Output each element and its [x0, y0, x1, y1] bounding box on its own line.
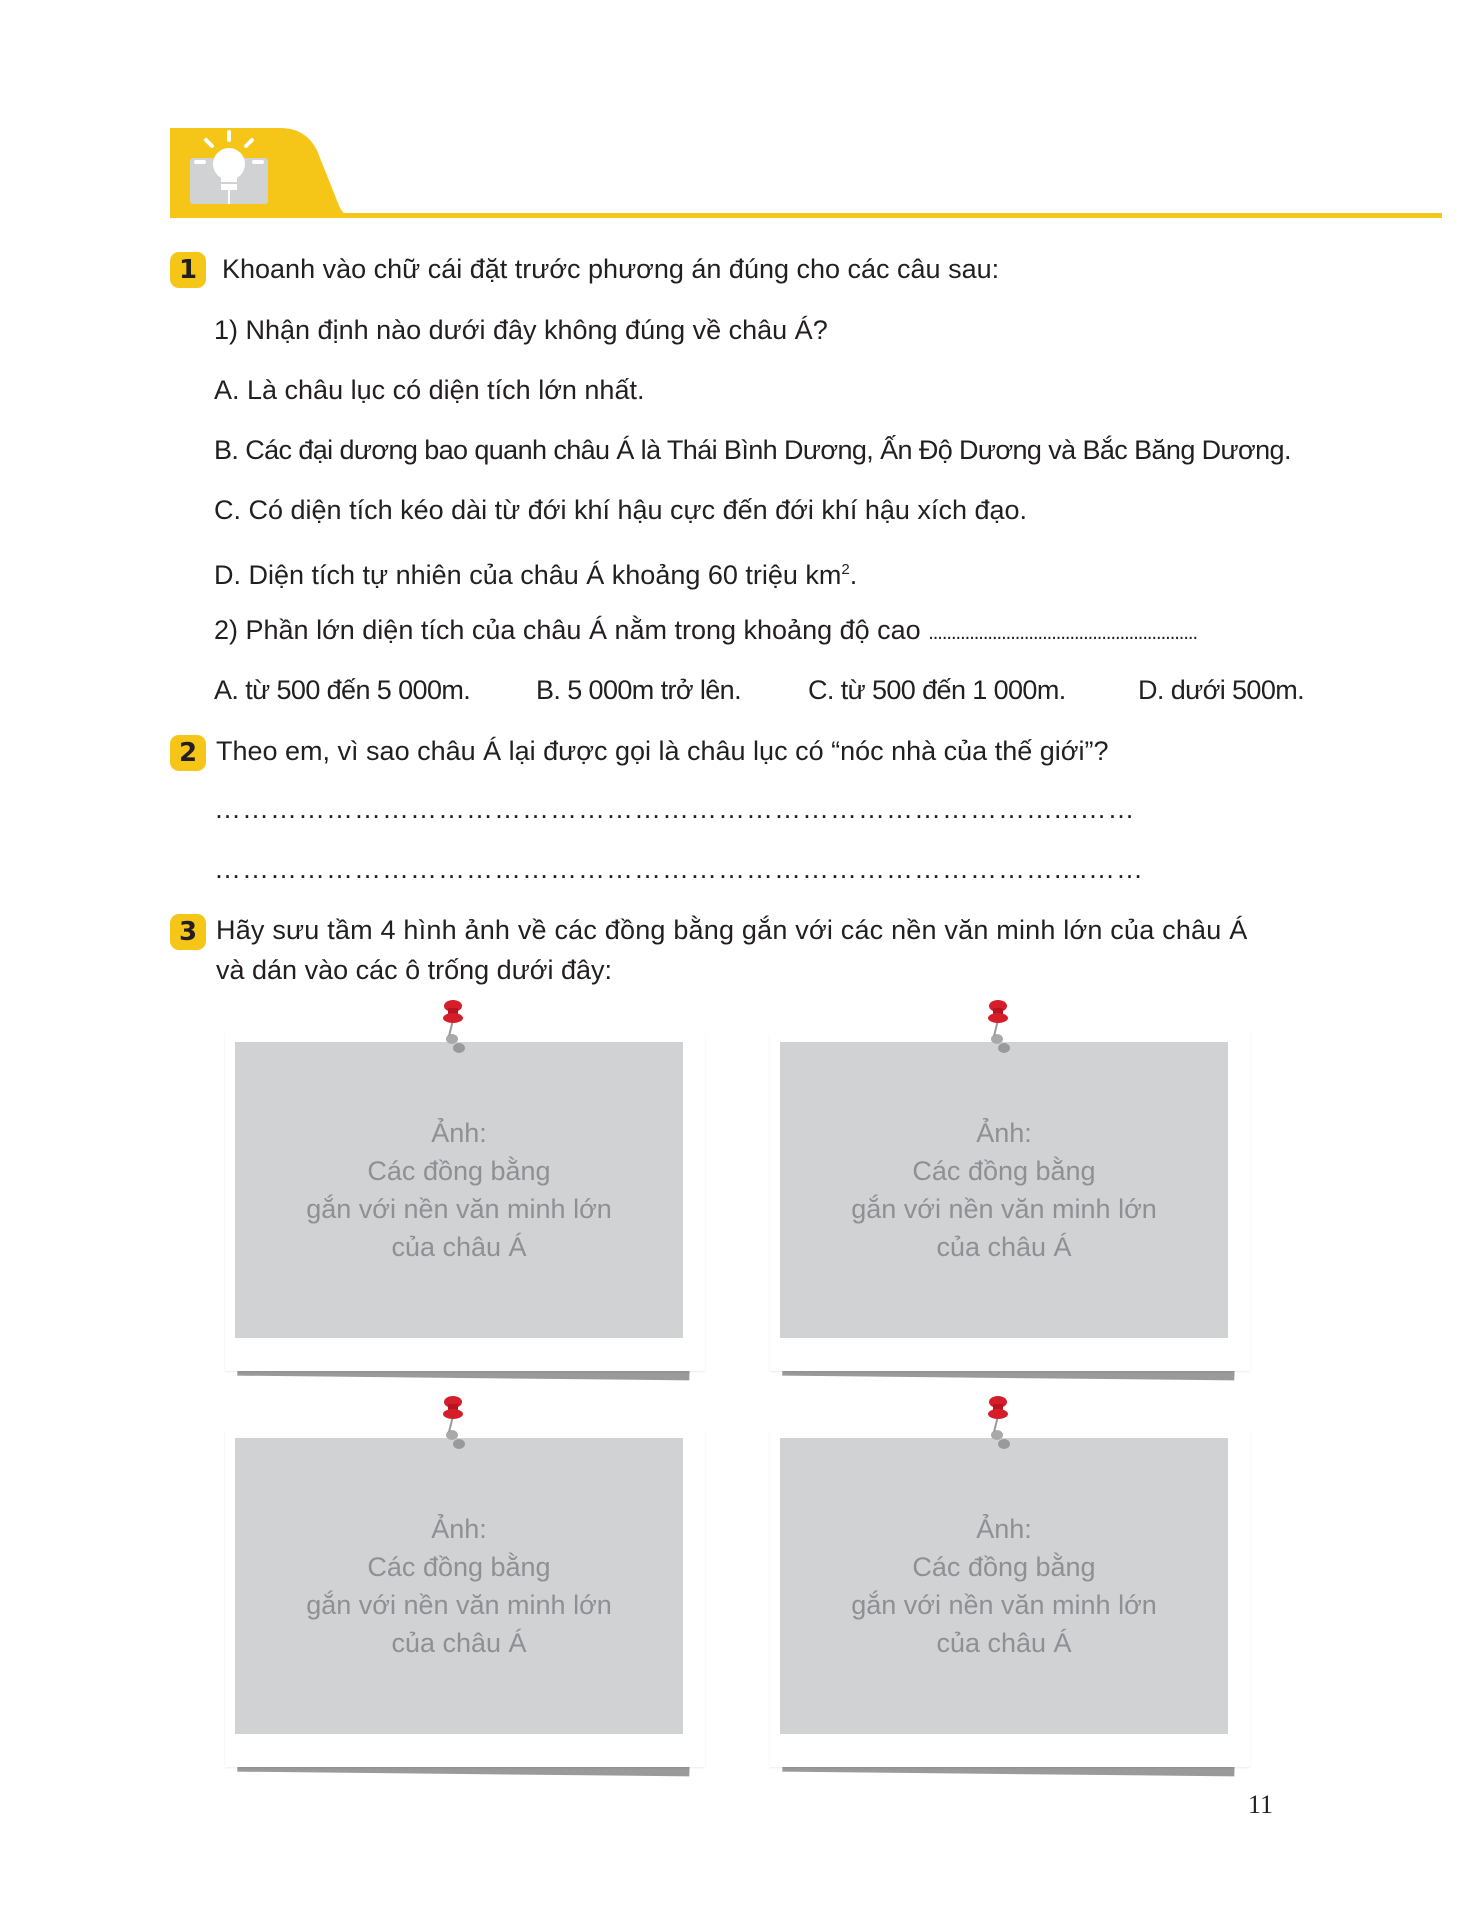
pushpin-icon — [980, 1394, 1020, 1464]
option-1b[interactable]: B. Các đại dương bao quanh châu Á là Thái Bình Dương, Ấn Độ Dương và Bắc Băng Dương. — [214, 435, 1291, 465]
question-1-badge: 1 — [170, 252, 206, 288]
question-1-prompt: Khoanh vào chữ cái đặt trước phương án đúng cho các câu sau: — [222, 254, 1000, 284]
photo-card-2[interactable] — [770, 1028, 1270, 1388]
option-1a[interactable]: A. Là châu lục có diện tích lớn nhất. — [214, 375, 645, 405]
question-2-prompt: Theo em, vì sao châu Á lại được gọi là châu lục có “nóc nhà của thế giới”? — [216, 736, 1109, 766]
placeholder-line: gắn với nền văn minh lớn — [851, 1194, 1157, 1224]
answer-line-1[interactable]: ………………………………………………………………………………...…… — [214, 794, 1136, 824]
photo-placeholder[interactable] — [780, 1042, 1228, 1338]
answer-line-2[interactable]: ………………………………………………………………………………....…… — [214, 854, 1145, 884]
question-3-prompt-line2: và dán vào các ô trống dưới đây: — [216, 955, 613, 985]
placeholder-line: của châu Á — [936, 1628, 1072, 1658]
page-number: 11 — [1248, 1790, 1274, 1819]
section-header-tab — [170, 128, 350, 218]
placeholder-line: của châu Á — [391, 1232, 527, 1262]
photo-card-4[interactable] — [770, 1424, 1270, 1784]
photo-placeholder[interactable] — [235, 1438, 683, 1734]
placeholder-line: của châu Á — [936, 1232, 1072, 1262]
placeholder-line: Ảnh: — [431, 1118, 487, 1148]
option-2a[interactable]: A. từ 500 đến 5 000m. — [214, 675, 471, 705]
photo-card-3[interactable] — [225, 1424, 725, 1784]
photo-placeholder[interactable] — [235, 1042, 683, 1338]
pushpin-icon — [435, 1394, 475, 1464]
option-1c[interactable]: C. Có diện tích kéo dài từ đới khí hậu cực đến đới khí hậu xích đạo. — [214, 495, 1028, 525]
question-3-badge: 3 — [170, 914, 206, 950]
photo-placeholder[interactable] — [780, 1438, 1228, 1734]
option-2c[interactable]: C. từ 500 đến 1 000m. — [808, 675, 1066, 705]
header-rule — [170, 213, 1442, 218]
question-2-badge: 2 — [170, 735, 206, 771]
pushpin-icon — [435, 998, 475, 1068]
pushpin-icon — [980, 998, 1020, 1068]
option-2d[interactable]: D. dưới 500m. — [1138, 675, 1305, 705]
superscript-2: 2 — [841, 561, 850, 578]
placeholder-line: gắn với nền văn minh lớn — [306, 1194, 612, 1224]
placeholder-line: gắn với nền văn minh lớn — [851, 1590, 1157, 1620]
placeholder-line: gắn với nền văn minh lớn — [306, 1590, 612, 1620]
placeholder-line: Ảnh: — [976, 1118, 1032, 1148]
placeholder-line: Ảnh: — [976, 1514, 1032, 1544]
placeholder-line: Các đồng bằng — [367, 1552, 551, 1582]
question-1-1-text: 1) Nhận định nào dưới đây không đúng về châu Á? — [214, 315, 828, 345]
placeholder-line: Các đồng bằng — [912, 1552, 1096, 1582]
placeholder-line: Các đồng bằng — [367, 1156, 551, 1186]
placeholder-line: của châu Á — [391, 1628, 527, 1658]
question-1-2-text: 2) Phần lớn diện tích của châu Á nằm trong khoảng độ cao ........................................................... — [214, 615, 1198, 645]
answer-blank[interactable]: ........................................................... — [928, 622, 1198, 644]
placeholder-line: Ảnh: — [431, 1514, 487, 1544]
question-3-prompt-line1: Hãy sưu tầm 4 hình ảnh về các đồng bằng gắn với các nền văn minh lớn của châu Á — [216, 915, 1248, 945]
option-2b[interactable]: B. 5 000m trở lên. — [536, 675, 742, 705]
option-1d[interactable]: D. Diện tích tự nhiên của châu Á khoảng 60 triệu $km^2$. — [214, 560, 858, 590]
photo-card-1[interactable] — [225, 1028, 725, 1388]
placeholder-line: Các đồng bằng — [912, 1156, 1096, 1186]
